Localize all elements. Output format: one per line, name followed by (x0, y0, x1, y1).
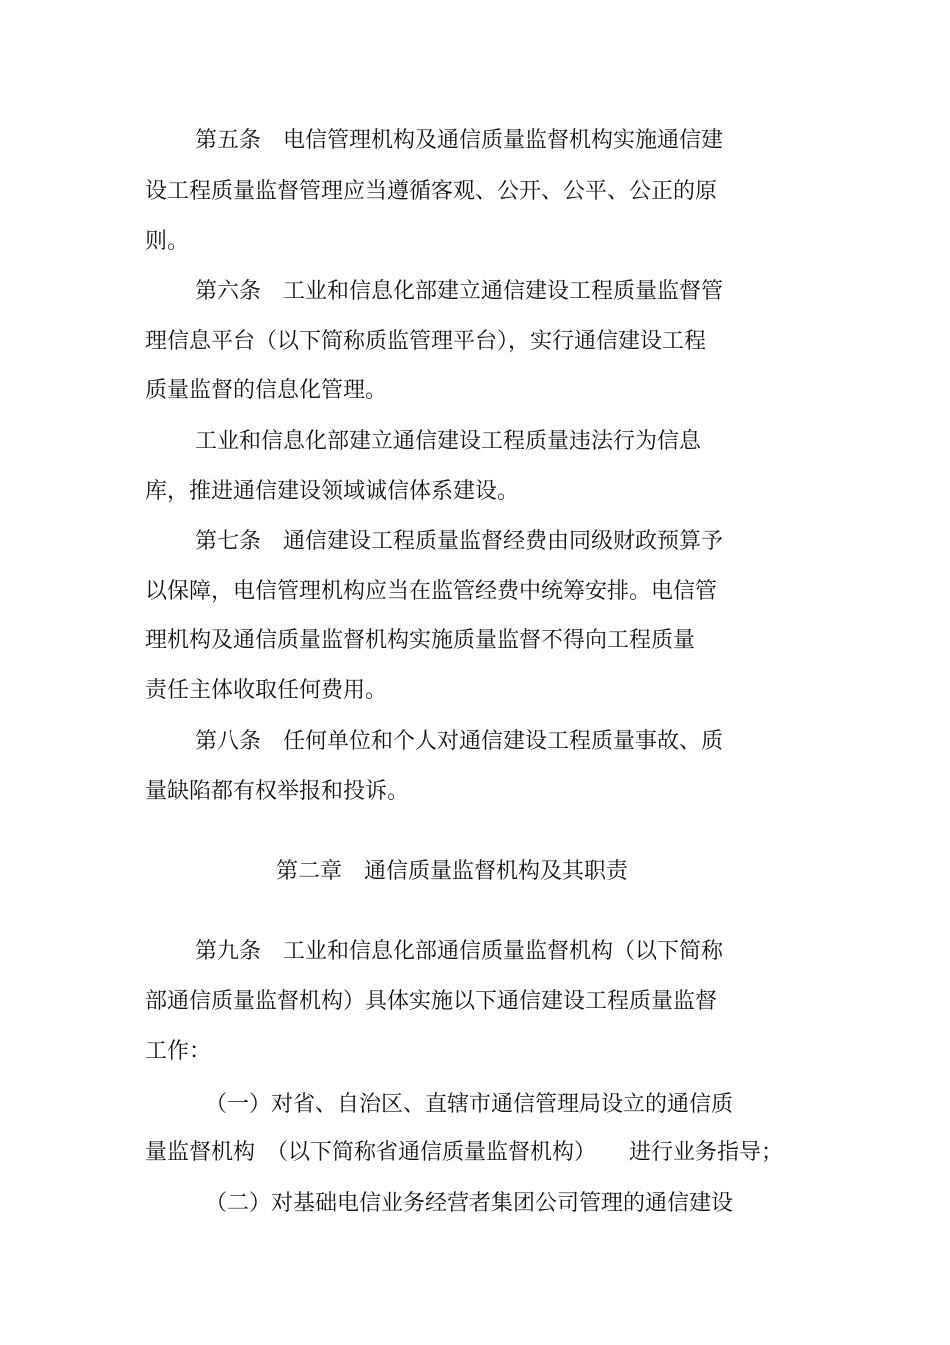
article-5-line-2: 设工程质量监督管理应当遵循客观、公开、公平、公正的原 (145, 179, 718, 204)
article-7-line-1: 第七条 通信建设工程质量监督经费由同级财政预算予 (195, 529, 724, 554)
article-6-line-3: 质量监督的信息化管理。 (145, 378, 388, 403)
article-8-line-1: 第八条 任何单位和个人对通信建设工程质量事故、质 (195, 729, 724, 754)
article-7-line-2: 以保障，电信管理机构应当在监管经费中统筹安排。电信管 (145, 579, 718, 604)
article-8-line-2: 量缺陷都有权举报和投诉。 (145, 779, 410, 804)
article-9-line-2: 部通信质量监督机构）具体实施以下通信建设工程质量监督 (145, 989, 718, 1014)
article-5-line-1: 第五条 电信管理机构及通信质量监督机构实施通信建 (195, 128, 724, 153)
article-5-line-3: 则。 (145, 229, 190, 254)
item-1-line-1: （一）对省、自治区、直辖市通信管理局设立的通信质 (205, 1092, 734, 1117)
article-9-line-1: 第九条 工业和信息化部通信质量监督机构（以下简称 (195, 939, 724, 964)
article-6-line-1: 第六条 工业和信息化部建立通信建设工程质量监督管 (195, 279, 724, 304)
article-6-para-2-line-2: 库，推进通信建设领域诚信体系建设。 (145, 479, 520, 504)
item-1-line-2: 量监督机构 （以下简称省通信质量监督机构） 进行业务指导； (145, 1140, 784, 1165)
article-6-line-2: 理信息平台（以下简称质监管理平台），实行通信建设工程 (145, 329, 707, 354)
chapter-2-heading: 第二章 通信质量监督机构及其职责 (276, 859, 629, 884)
item-2-line-1: （二）对基础电信业务经营者集团公司管理的通信建设 (205, 1191, 734, 1216)
article-7-line-4: 责任主体收取任何费用。 (145, 678, 388, 703)
article-9-line-3: 工作： (145, 1039, 212, 1064)
article-7-line-3: 理机构及通信质量监督机构实施质量监督不得向工程质量 (145, 628, 696, 653)
article-6-para-2-line-1: 工业和信息化部建立通信建设工程质量违法行为信息 (195, 429, 702, 454)
